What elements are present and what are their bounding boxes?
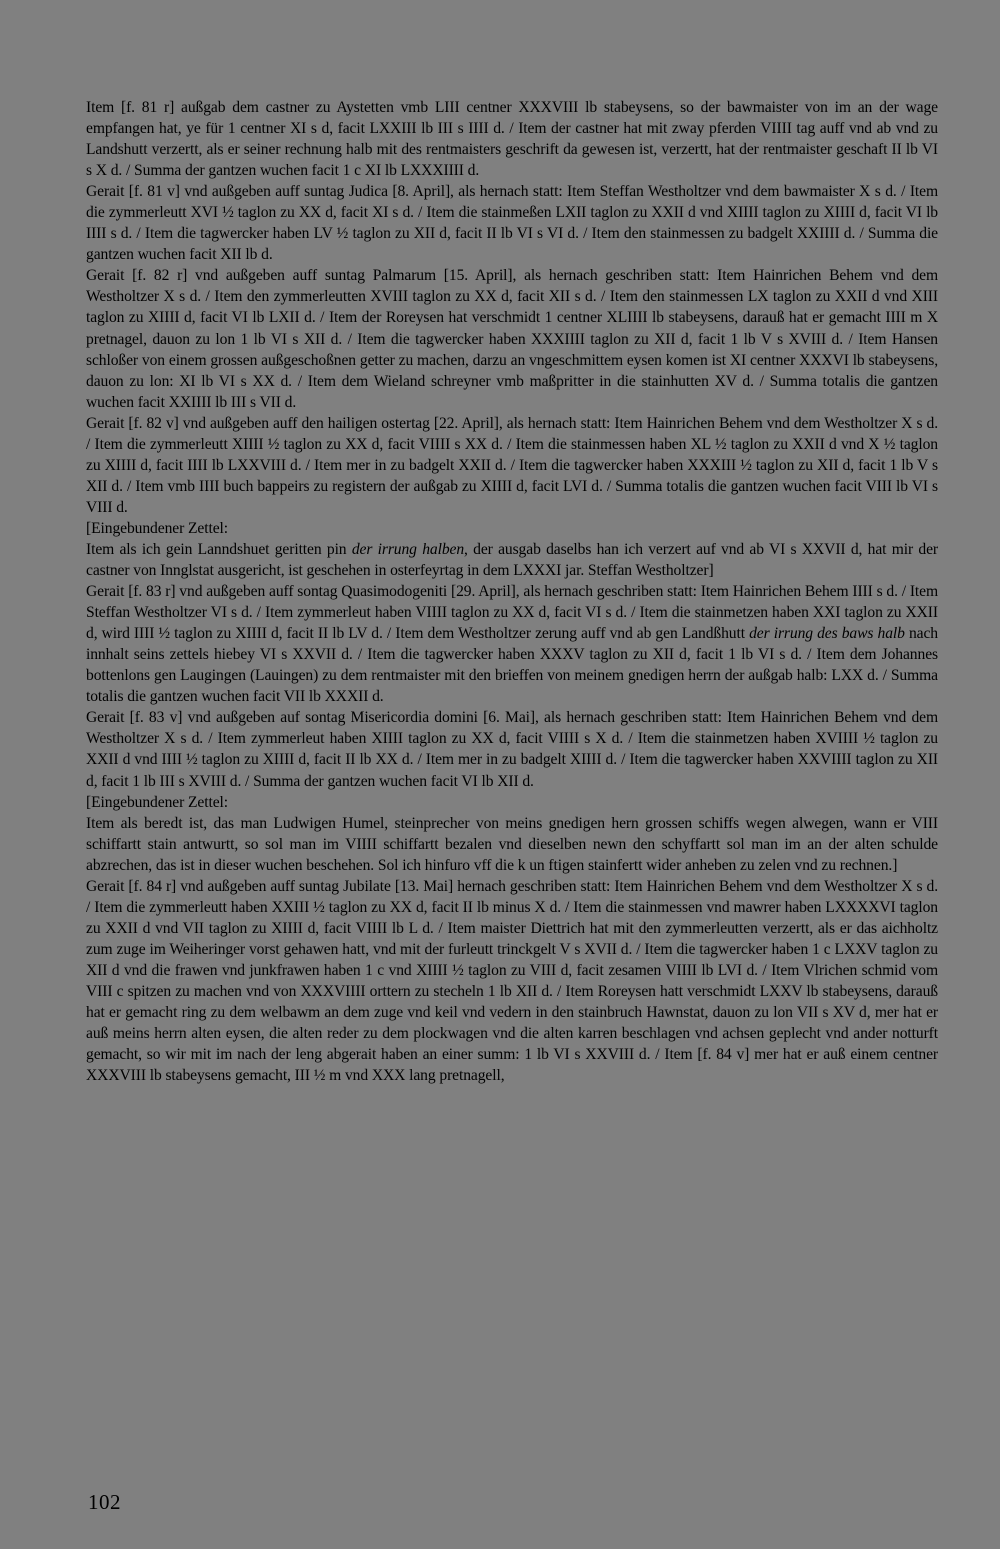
text-run: [Eingebundener Zettel: (86, 519, 228, 537)
paragraph (86, 413, 938, 518)
body-text (86, 97, 938, 1086)
text-run: Gerait [f. 81 v] vnd außgeben auff suntag Judica [8. April], als hernach statt: Item Steffan Westholtzer vnd dem bawmaister X s d. / Item die zymmerleutt XVI ½ taglon zu XX d, facit XI s d. / Item die stainmeßen LXII taglon zu XXII d vnd XIIII taglon zu XIIII d, facit VI lb IIII s d. / Item die tagwercker haben LV ½ taglon zu XII d, facit II lb VI s VI d. / Item den stainmessen zu badgelt XXIIII d. / Summa die gantzen wuchen facit XII lb d. (86, 183, 938, 264)
text-run: Item als beredt ist, das man Ludwigen Humel, steinprecher von meins gnedigen hern grossen schiffs wegen alwegen, wann er VIII schiffartt stain antwurtt, so sol man im VIIII schiffartt bezalen vnd dieselben newn den schyffartt sol man im an der alten schulde abzrechen, das ist in dieser wuchen beschehen. Sol ich hinfuro vff die k un ftigen stainfertt wider anheben zu zelen vnd zu rechnen.] (86, 814, 938, 874)
text-run: Gerait [f. 82 r] vnd außgeben auff suntag Palmarum [15. April], als hernach geschriben statt: Item Hainrichen Behem vnd dem Westholtzer X s d. / Item den zymmerleutten XVIII taglon zu XX d, facit XII s d. / Item den stainmessen LX taglon zu XXII d vnd XIII taglon zu XIIII d, facit VI lb LXII d. / Item der Roreysen hat verschmidt 1 centner XLIIII lb stabeysens, darauß hat er gemacht IIII m X pretnagel, dauon zu lon 1 lb VI s XII d. / Item die tagwercker haben XXXIIII taglon zu XII d, facit 1 lb V s XVIII d. / Item Hansen schloßer von einem grossen außgeschoßnen getter zu machen, darzu an vngeschmittem eysen komen ist XI centner XXXVI lb stabeysens, dauon zu lon: XI lb VI s XX d. / Item dem Wieland schreyner vmb maßpritter in die stainhutten XV d. / Summa totalis die gantzen wuchen facit XXIIII lb III s VII d. (86, 267, 938, 411)
text-run: , der ausgab daselbs han ich verzert auf vnd ab VI s XXVII d, hat mir der castner von Innglstat ausgericht, ist geschehen in osterfeyrtag in dem LXXXI jar. Steffan Westholtzer] (86, 540, 938, 580)
text-run: Gerait [f. 83 v] vnd außgeben auf sontag Misericordia domini [6. Mai], als hernach geschriben statt: Item Hainrichen Behem vnd dem Westholtzer X s d. / Item zymmerleut haben XIIII taglon zu XX d, facit VIIII s X d. / Item die stainmetzen haben XVIIII ½ taglon zu XXII d vnd IIII ½ taglon zu XIIII d, facit II lb XX d. / Item mer in zu badgelt XIIII d. / Item die tagwercker haben XXVIIII taglon zu XII d, facit 1 lb III s XVIII d. / Summa der gantzen wuchen facit VI lb XII d. (86, 709, 938, 790)
paragraph (86, 813, 938, 876)
text-run: nach innhalt seins zettels hiebey VI s XXVII d. / Item die tagwercker haben XXXV taglon zu XII d, facit 1 lb VI s d. / Item dem Johannes bottenlons gen Laugingen (Lauingen) zu dem rentmaister mit den brieffen von meinem gnedigen herrn der außgab halb: LXX d. / Summa totalis die gantzen wuchen facit VII lb XXXII d. (86, 625, 938, 706)
italic-text: der irrung halben (351, 540, 465, 558)
paragraph (86, 792, 938, 813)
page-number: 102 (88, 1490, 121, 1514)
text-run: Gerait [f. 83 r] vnd außgeben auff sontag Quasimodogeniti [29. April], als hernach geschriben statt: Item Hainrichen Behem IIII s d. / Item Steffan Westholtzer VI s d. / Item zymmerleut haben VIIII taglon zu XX d, facit VI s d. / Item die stainmetzen haben XXI taglon zu XXII d, wird IIII ½ taglon zu XIIII d, facit II lb LV d. / Item dem Westholtzer zerung auff vnd ab gen Landßhutt (86, 583, 938, 643)
paragraph (86, 265, 938, 412)
paragraph (86, 581, 938, 707)
text-run: Item [f. 81 r] außgab dem castner zu Aystetten vmb LIII centner XXXVIII lb stabeysens, so der bawmaister von im an der wage empfangen hat, ye für 1 centner XI s d, facit LXXIII lb III s IIII d. / Item der castner hat mit zway pferden VIIII tag auff vnd ab vnd zu Landshutt verzertt, als er seiner rechnung halb mit des rentmaisters geschrift da gewesen ist, verzertt, hat der rentmaister geschaft II lb VI s X d. / Summa der gantzen wuchen facit 1 c XI lb LXXXIIII d. (86, 99, 938, 180)
paragraph (86, 707, 938, 791)
text-run: Gerait [f. 82 v] vnd außgeben auff den hailigen ostertag [22. April], als hernach statt: Item Hainrichen Behem vnd dem Westholtzer X s d. / Item die zymmerleutt XIIII ½ taglon zu XX d, facit VIIII s XX d. / Item die stainmessen haben XL ½ taglon zu XXII d vnd X ½ taglon zu XIIII d, facit IIII lb LXXVIII d. / Item mer in zu badgelt XXII d. / Item die tagwercker haben XXXIII ½ taglon zu XII d, facit 1 lb V s XII d. / Item vmb IIII buch bappeirs zu registern der außgab zu XIIII d, facit LVI d. / Summa totalis die gantzen wuchen facit VIII lb VI s VIII d. (86, 414, 938, 516)
paragraph (86, 539, 938, 581)
paragraph (86, 181, 938, 265)
text-run: [Eingebundener Zettel: (86, 793, 228, 811)
text-run: Item als ich gein Lanndshuet geritten pin (86, 540, 352, 558)
paragraph (86, 97, 938, 181)
text-run: Gerait [f. 84 r] vnd außgeben auff suntag Jubilate [13. Mai] hernach geschriben statt: Item Hainrichen Behem vnd dem Westholtzer X s d. / Item die zymmerleutt haben XXIII ½ taglon zu XX d, facit II lb minus X d. / Item die stainmessen vnd mawrer haben LXXXXVI taglon zu XXII d vnd VII taglon zu XIIII d, facit VIIII lb L d. / Item maister Diettrich hat mit den zymmerleutten verzertt, als er das aichholtz zum zuge im Weiheringer vorst gehawen hatt, vnd mit der furleutt trinckgelt V s XVII d. / Item die tagwercker haben 1 c LXXV taglon zu XII d vnd die frawen vnd junkfrawen haben 1 c vnd XIIII ½ taglon zu VIII d, facit zesamen VIIII lb LVI d. / Item Vlrichen schmid vom VIII c spitzen zu machen vnd von XXXVIIII orttern zu stecheln 1 lb XII d. / Item Roreysen hatt verschmidt LXXV lb stabeysens, darauß hat er gemacht ring zu dem welbawm an dem zuge vnd keil vnd vedern in den stainbruch Hawnstat, dauon zu lon VII s XV d, mer hat er auß meins herrn alten eysen, die alten reder zu dem plockwagen vnd die alten karren beschlagen vnd achsen geplecht vnd ander notturft gemacht, so wir mit im nach der leng abgerait haben an einer summ: 1 lb VI s XXVIII d. / Item [f. 84 v] mer hat er auß einem centner XXXVIII lb stabeysens gemacht, III ½ m vnd XXX lang pretnagell, (86, 877, 938, 1085)
italic-text: der irrung des baws halb (749, 625, 905, 643)
paragraph (86, 876, 938, 1086)
paragraph (86, 518, 938, 539)
